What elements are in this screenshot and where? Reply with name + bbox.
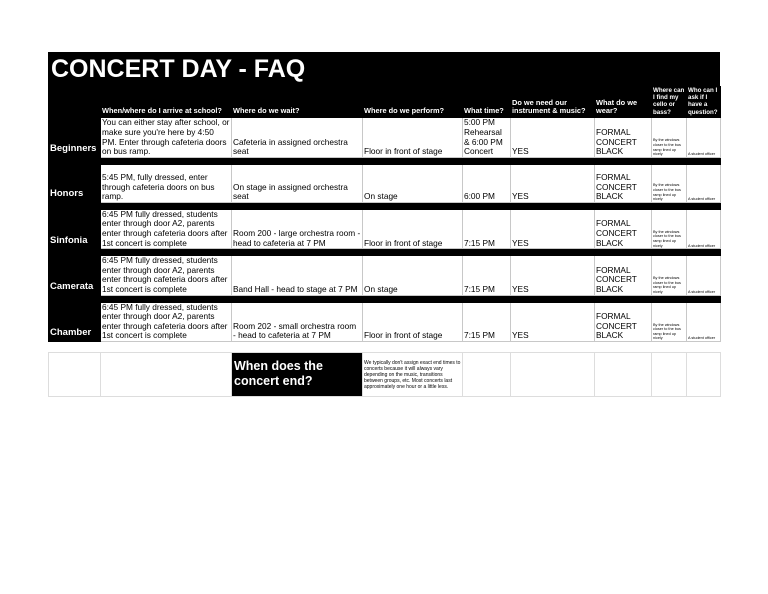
cell-ask: A student officer bbox=[687, 164, 721, 202]
cell-wear: FORMAL CONCERT BLACK bbox=[595, 209, 652, 248]
header-instrument: Do we need our instrument & music? bbox=[511, 87, 595, 118]
cell-perform: On stage bbox=[363, 164, 463, 202]
cell-time: 7:15 PM bbox=[463, 302, 511, 341]
separator-cell bbox=[101, 249, 232, 256]
separator-cell bbox=[652, 249, 687, 256]
cell-wear: FORMAL CONCERT BLACK bbox=[595, 117, 652, 157]
cell-time: 7:15 PM bbox=[463, 256, 511, 295]
cell-perform: Floor in front of stage bbox=[363, 302, 463, 341]
cell-wear: FORMAL CONCERT BLACK bbox=[595, 302, 652, 341]
faq-sheet bbox=[48, 52, 720, 397]
separator-cell bbox=[687, 249, 721, 256]
separator-cell bbox=[363, 157, 463, 164]
separator-cell bbox=[101, 157, 232, 164]
cell-arrive: 6:45 PM fully dressed, students enter through door A2, parents enter through cafeteria doors after 1st concert is complete bbox=[101, 256, 232, 295]
separator-cell bbox=[463, 157, 511, 164]
cell-cello-location: By the windows closer to the bus ramp lined up nicely bbox=[652, 209, 687, 248]
separator-cell bbox=[595, 202, 652, 209]
header-time: What time? bbox=[463, 87, 511, 118]
cell-ask: A student officer bbox=[687, 209, 721, 248]
row-name: Camerata bbox=[49, 256, 101, 295]
cell-cello-location: By the windows closer to the bus ramp lined up nicely bbox=[652, 302, 687, 341]
cell-perform: Floor in front of stage bbox=[363, 209, 463, 248]
end-blank-7 bbox=[687, 352, 721, 396]
separator-cell bbox=[652, 157, 687, 164]
cell-wear: FORMAL CONCERT BLACK bbox=[595, 256, 652, 295]
header-perform: Where do we perform? bbox=[363, 87, 463, 118]
cell-ask: A student officer bbox=[687, 302, 721, 341]
cell-arrive: 5:45 PM, fully dressed, enter through cafeteria doors on bus ramp. bbox=[101, 164, 232, 202]
cell-wait: Cafeteria in assigned orchestra seat bbox=[232, 117, 363, 157]
cell-ask: A student officer bbox=[687, 256, 721, 295]
cell-perform: On stage bbox=[363, 256, 463, 295]
separator-cell bbox=[232, 157, 363, 164]
cell-instrument: YES bbox=[511, 164, 595, 202]
page-title: CONCERT DAY - FAQ bbox=[48, 52, 720, 86]
separator-cell bbox=[463, 295, 511, 302]
separator-cell bbox=[49, 202, 101, 209]
cell-wear: FORMAL CONCERT BLACK bbox=[595, 164, 652, 202]
row-separator bbox=[49, 157, 721, 164]
end-answer: We typically don't assign exact end times to concerts because it will always vary depending on the music, transitions between groups, etc. Most concerts last approximately one hour or a little less. bbox=[363, 352, 463, 396]
cell-ask: A student officer bbox=[687, 117, 721, 157]
cell-wait: Room 202 - small orchestra room - head to cafeteria at 7 PM bbox=[232, 302, 363, 341]
separator-cell bbox=[687, 157, 721, 164]
separator-cell bbox=[101, 295, 232, 302]
header-ask: Who can I ask if I have a question? bbox=[687, 87, 721, 118]
separator-cell bbox=[49, 157, 101, 164]
separator-cell bbox=[363, 202, 463, 209]
header-wear: What do we wear? bbox=[595, 87, 652, 118]
row-separator bbox=[49, 295, 721, 302]
separator-cell bbox=[595, 249, 652, 256]
separator-cell bbox=[511, 295, 595, 302]
cell-wait: Room 200 - large orchestra room - head to cafeteria at 7 PM bbox=[232, 209, 363, 248]
separator-cell bbox=[363, 295, 463, 302]
separator-cell bbox=[511, 249, 595, 256]
separator-cell bbox=[463, 249, 511, 256]
cell-time: 5:00 PM Rehearsal & 6:00 PM Concert bbox=[463, 117, 511, 157]
separator-cell bbox=[652, 202, 687, 209]
table-row bbox=[49, 164, 721, 202]
separator-cell bbox=[511, 202, 595, 209]
cell-cello-location: By the windows closer to the bus ramp lined up nicely bbox=[652, 256, 687, 295]
faq-table bbox=[48, 86, 721, 342]
header-blank bbox=[49, 87, 101, 118]
cell-arrive: 6:45 PM fully dressed, students enter through door A2, parents enter through cafeteria doors after 1st concert is complete bbox=[101, 302, 232, 341]
separator-cell bbox=[101, 202, 232, 209]
end-blank-6 bbox=[652, 352, 687, 396]
table-row bbox=[49, 302, 721, 341]
separator-cell bbox=[687, 202, 721, 209]
end-table bbox=[48, 352, 721, 397]
table-row bbox=[49, 117, 721, 157]
row-name: Sinfonia bbox=[49, 209, 101, 248]
cell-cello-location: By the windows closer to the bus ramp lined up nicely bbox=[652, 164, 687, 202]
cell-instrument: YES bbox=[511, 302, 595, 341]
cell-arrive: You can either stay after school, or make sure you're here by 4:50 PM. Enter through cafeteria doors on bus ramp. bbox=[101, 117, 232, 157]
cell-instrument: YES bbox=[511, 256, 595, 295]
separator-cell bbox=[463, 202, 511, 209]
separator-cell bbox=[232, 202, 363, 209]
header-cello: Where can I find my cello or bass? bbox=[652, 87, 687, 118]
header-row bbox=[49, 87, 721, 118]
separator-cell bbox=[232, 249, 363, 256]
end-blank-5 bbox=[595, 352, 652, 396]
separator-cell bbox=[363, 249, 463, 256]
cell-wait: Band Hall - head to stage at 7 PM bbox=[232, 256, 363, 295]
row-name: Honors bbox=[49, 164, 101, 202]
separator-cell bbox=[232, 295, 363, 302]
end-blank-2 bbox=[101, 352, 232, 396]
cell-time: 7:15 PM bbox=[463, 209, 511, 248]
separator-cell bbox=[511, 157, 595, 164]
cell-arrive: 6:45 PM fully dressed, students enter through door A2, parents enter through cafeteria doors after 1st concert is complete bbox=[101, 209, 232, 248]
separator-cell bbox=[49, 249, 101, 256]
header-arrive: When/where do I arrive at school? bbox=[101, 87, 232, 118]
row-separator bbox=[49, 249, 721, 256]
end-blank-1 bbox=[49, 352, 101, 396]
header-wait: Where do we wait? bbox=[232, 87, 363, 118]
cell-instrument: YES bbox=[511, 209, 595, 248]
end-blank-4 bbox=[511, 352, 595, 396]
cell-cello-location: By the windows closer to the bus ramp lined up nicely bbox=[652, 117, 687, 157]
separator-cell bbox=[49, 295, 101, 302]
separator-cell bbox=[595, 295, 652, 302]
separator-cell bbox=[595, 157, 652, 164]
row-name: Beginners bbox=[49, 117, 101, 157]
cell-time: 6:00 PM bbox=[463, 164, 511, 202]
cell-wait: On stage in assigned orchestra seat bbox=[232, 164, 363, 202]
end-row bbox=[49, 352, 721, 396]
cell-instrument: YES bbox=[511, 117, 595, 157]
end-blank-3 bbox=[463, 352, 511, 396]
end-question: When does the concert end? bbox=[232, 352, 363, 396]
row-name: Chamber bbox=[49, 302, 101, 341]
row-separator bbox=[49, 202, 721, 209]
table-row bbox=[49, 256, 721, 295]
cell-perform: Floor in front of stage bbox=[363, 117, 463, 157]
table-row bbox=[49, 209, 721, 248]
separator-cell bbox=[687, 295, 721, 302]
separator-cell bbox=[652, 295, 687, 302]
